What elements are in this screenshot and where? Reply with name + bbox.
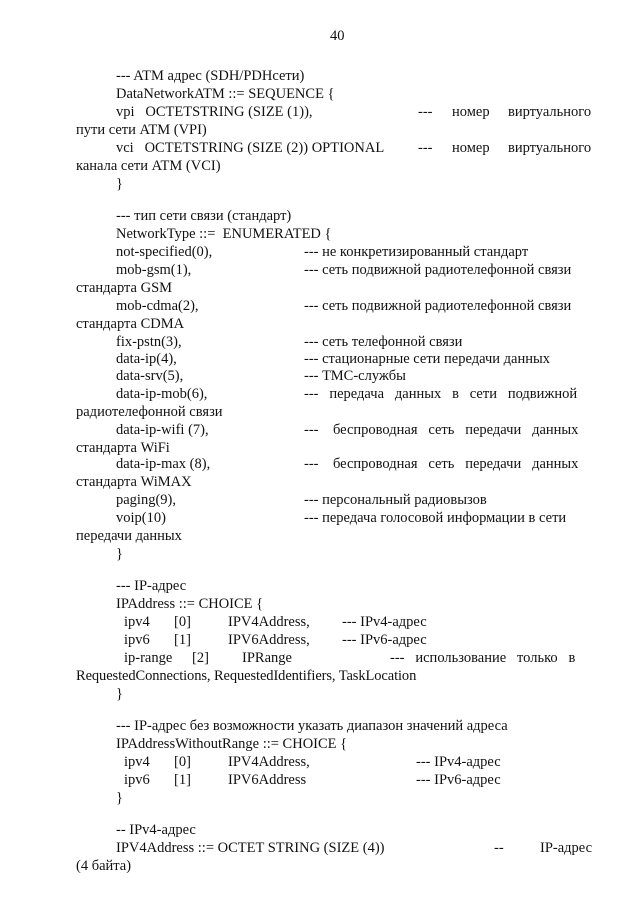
networktype-item-code: data-srv(5), [116, 368, 184, 384]
networktype-item-desc: --- передача голосовой информации в сети [304, 510, 567, 526]
ipv4address-declaration: IPV4Address ::= OCTET STRING (SIZE (4)) [116, 840, 385, 856]
ipaddress-ipv4-comment: --- IPv4-адрес [342, 614, 427, 630]
networktype-item-code: fix-pstn(3), [116, 334, 182, 350]
networktype-item-code: mob-cdma(2), [116, 298, 199, 314]
atm-vpi-code: vpi OCTETSTRING (SIZE (1)), [116, 104, 313, 120]
atm-vci-word2: виртуального [508, 140, 592, 156]
ipnorange-close-brace: } [116, 790, 123, 806]
ipnorange-ipv4-comment: --- IPv4-адрес [416, 754, 501, 770]
atm-vpi-word2: виртуального [508, 104, 592, 120]
ipaddress-ipv6-comment: --- IPv6-адрес [342, 632, 427, 648]
atm-comment: --- ATM адрес (SDH/PDHсети) [116, 68, 305, 84]
ipnorange-ipv4-type: IPV4Address, [228, 754, 310, 770]
ipnorange-ipv4-name: ipv4 [124, 754, 150, 770]
networktype-item-code: data-ip(4), [116, 351, 177, 367]
ipnorange-ipv6-name: ipv6 [124, 772, 150, 788]
networktype-close-brace: } [116, 546, 123, 562]
ipaddress-ipv6-name: ipv6 [124, 632, 150, 648]
networktype-item-desc: --- сеть телефонной связи [304, 334, 463, 350]
ipv4address-continuation: (4 байта) [76, 858, 132, 874]
ipnorange-comment: --- IP-адрес без возможности указать диапазон значений адреса [116, 718, 508, 734]
networktype-item-desc: --- беспроводная сеть передачи данных [304, 422, 579, 438]
networktype-item-continuation: передачи данных [76, 528, 182, 544]
networktype-comment: --- тип сети связи (стандарт) [116, 208, 292, 224]
networktype-item-desc: --- стационарные сети передачи данных [304, 351, 550, 367]
ipnorange-ipv6-comment: --- IPv6-адрес [416, 772, 501, 788]
ipaddress-ipv6-type: IPV6Address, [228, 632, 310, 648]
atm-vci-dash: --- [418, 140, 433, 156]
networktype-item-continuation: стандарта WiFi [76, 440, 170, 456]
networktype-item-code: not-specified(0), [116, 244, 213, 260]
networktype-item-desc: --- не конкретизированный стандарт [304, 244, 529, 260]
networktype-item-desc: --- ТМС-службы [304, 368, 406, 384]
ipaddress-iprange-name: ip-range [124, 650, 173, 666]
networktype-item-code: data-ip-wifi (7), [116, 422, 209, 438]
ipnorange-ipv6-tag: [1] [174, 772, 191, 788]
networktype-item-desc: --- передача данных в сети подвижной [304, 386, 578, 402]
networktype-declaration: NetworkType ::= ENUMERATED { [116, 226, 332, 242]
page-number: 40 [330, 28, 345, 44]
networktype-item-continuation: стандарта WiMAX [76, 474, 192, 490]
ipaddress-ipv4-tag: [0] [174, 614, 191, 630]
atm-vci-continuation: канала сети ATM (VCI) [76, 158, 221, 174]
ipaddress-comment: --- IP-адрес [116, 578, 187, 594]
atm-vpi-dash: --- [418, 104, 433, 120]
atm-vci-word1: номер [452, 140, 490, 156]
ipnorange-declaration: IPAddressWithoutRange ::= CHOICE { [116, 736, 348, 752]
ipaddress-iprange-continuation: RequestedConnections, RequestedIdentifiers, TaskLocation [76, 668, 417, 684]
networktype-item-continuation: стандарта GSM [76, 280, 173, 296]
atm-close-brace: } [116, 176, 123, 192]
ipnorange-ipv4-tag: [0] [174, 754, 191, 770]
networktype-item-code: voip(10) [116, 510, 166, 526]
ipaddress-ipv4-name: ipv4 [124, 614, 150, 630]
atm-vpi-continuation: пути сети ATM (VPI) [76, 122, 207, 138]
networktype-item-desc: --- сеть подвижной радиотелефонной связи [304, 298, 572, 314]
ipaddress-ipv6-tag: [1] [174, 632, 191, 648]
ipv4address-dash: -- [494, 840, 504, 856]
ipaddress-iprange-type: IPRange [242, 650, 292, 666]
networktype-item-continuation: радиотелефонной связи [76, 404, 223, 420]
ipaddress-declaration: IPAddress ::= CHOICE { [116, 596, 264, 612]
ipv4address-comment: -- IPv4-адрес [116, 822, 196, 838]
ipnorange-ipv6-type: IPV6Address [228, 772, 307, 788]
ipaddress-iprange-tag: [2] [192, 650, 209, 666]
networktype-item-continuation: стандарта CDMA [76, 316, 185, 332]
ipaddress-close-brace: } [116, 686, 123, 702]
networktype-item-code: data-ip-mob(6), [116, 386, 208, 402]
networktype-item-code: paging(9), [116, 492, 176, 508]
ipaddress-iprange-comment: --- использование только в [390, 650, 576, 666]
ipv4address-description: IP-адрес [540, 840, 593, 856]
atm-vci-code: vci OCTETSTRING (SIZE (2)) OPTIONAL [116, 140, 385, 156]
networktype-item-code: data-ip-max (8), [116, 456, 211, 472]
ipaddress-ipv4-type: IPV4Address, [228, 614, 310, 630]
atm-vpi-word1: номер [452, 104, 490, 120]
atm-declaration: DataNetworkATM ::= SEQUENCE { [116, 86, 335, 102]
networktype-item-desc: --- персональный радиовызов [304, 492, 487, 508]
networktype-item-code: mob-gsm(1), [116, 262, 192, 278]
networktype-item-desc: --- беспроводная сеть передачи данных [304, 456, 579, 472]
networktype-item-desc: --- сеть подвижной радиотелефонной связи [304, 262, 572, 278]
